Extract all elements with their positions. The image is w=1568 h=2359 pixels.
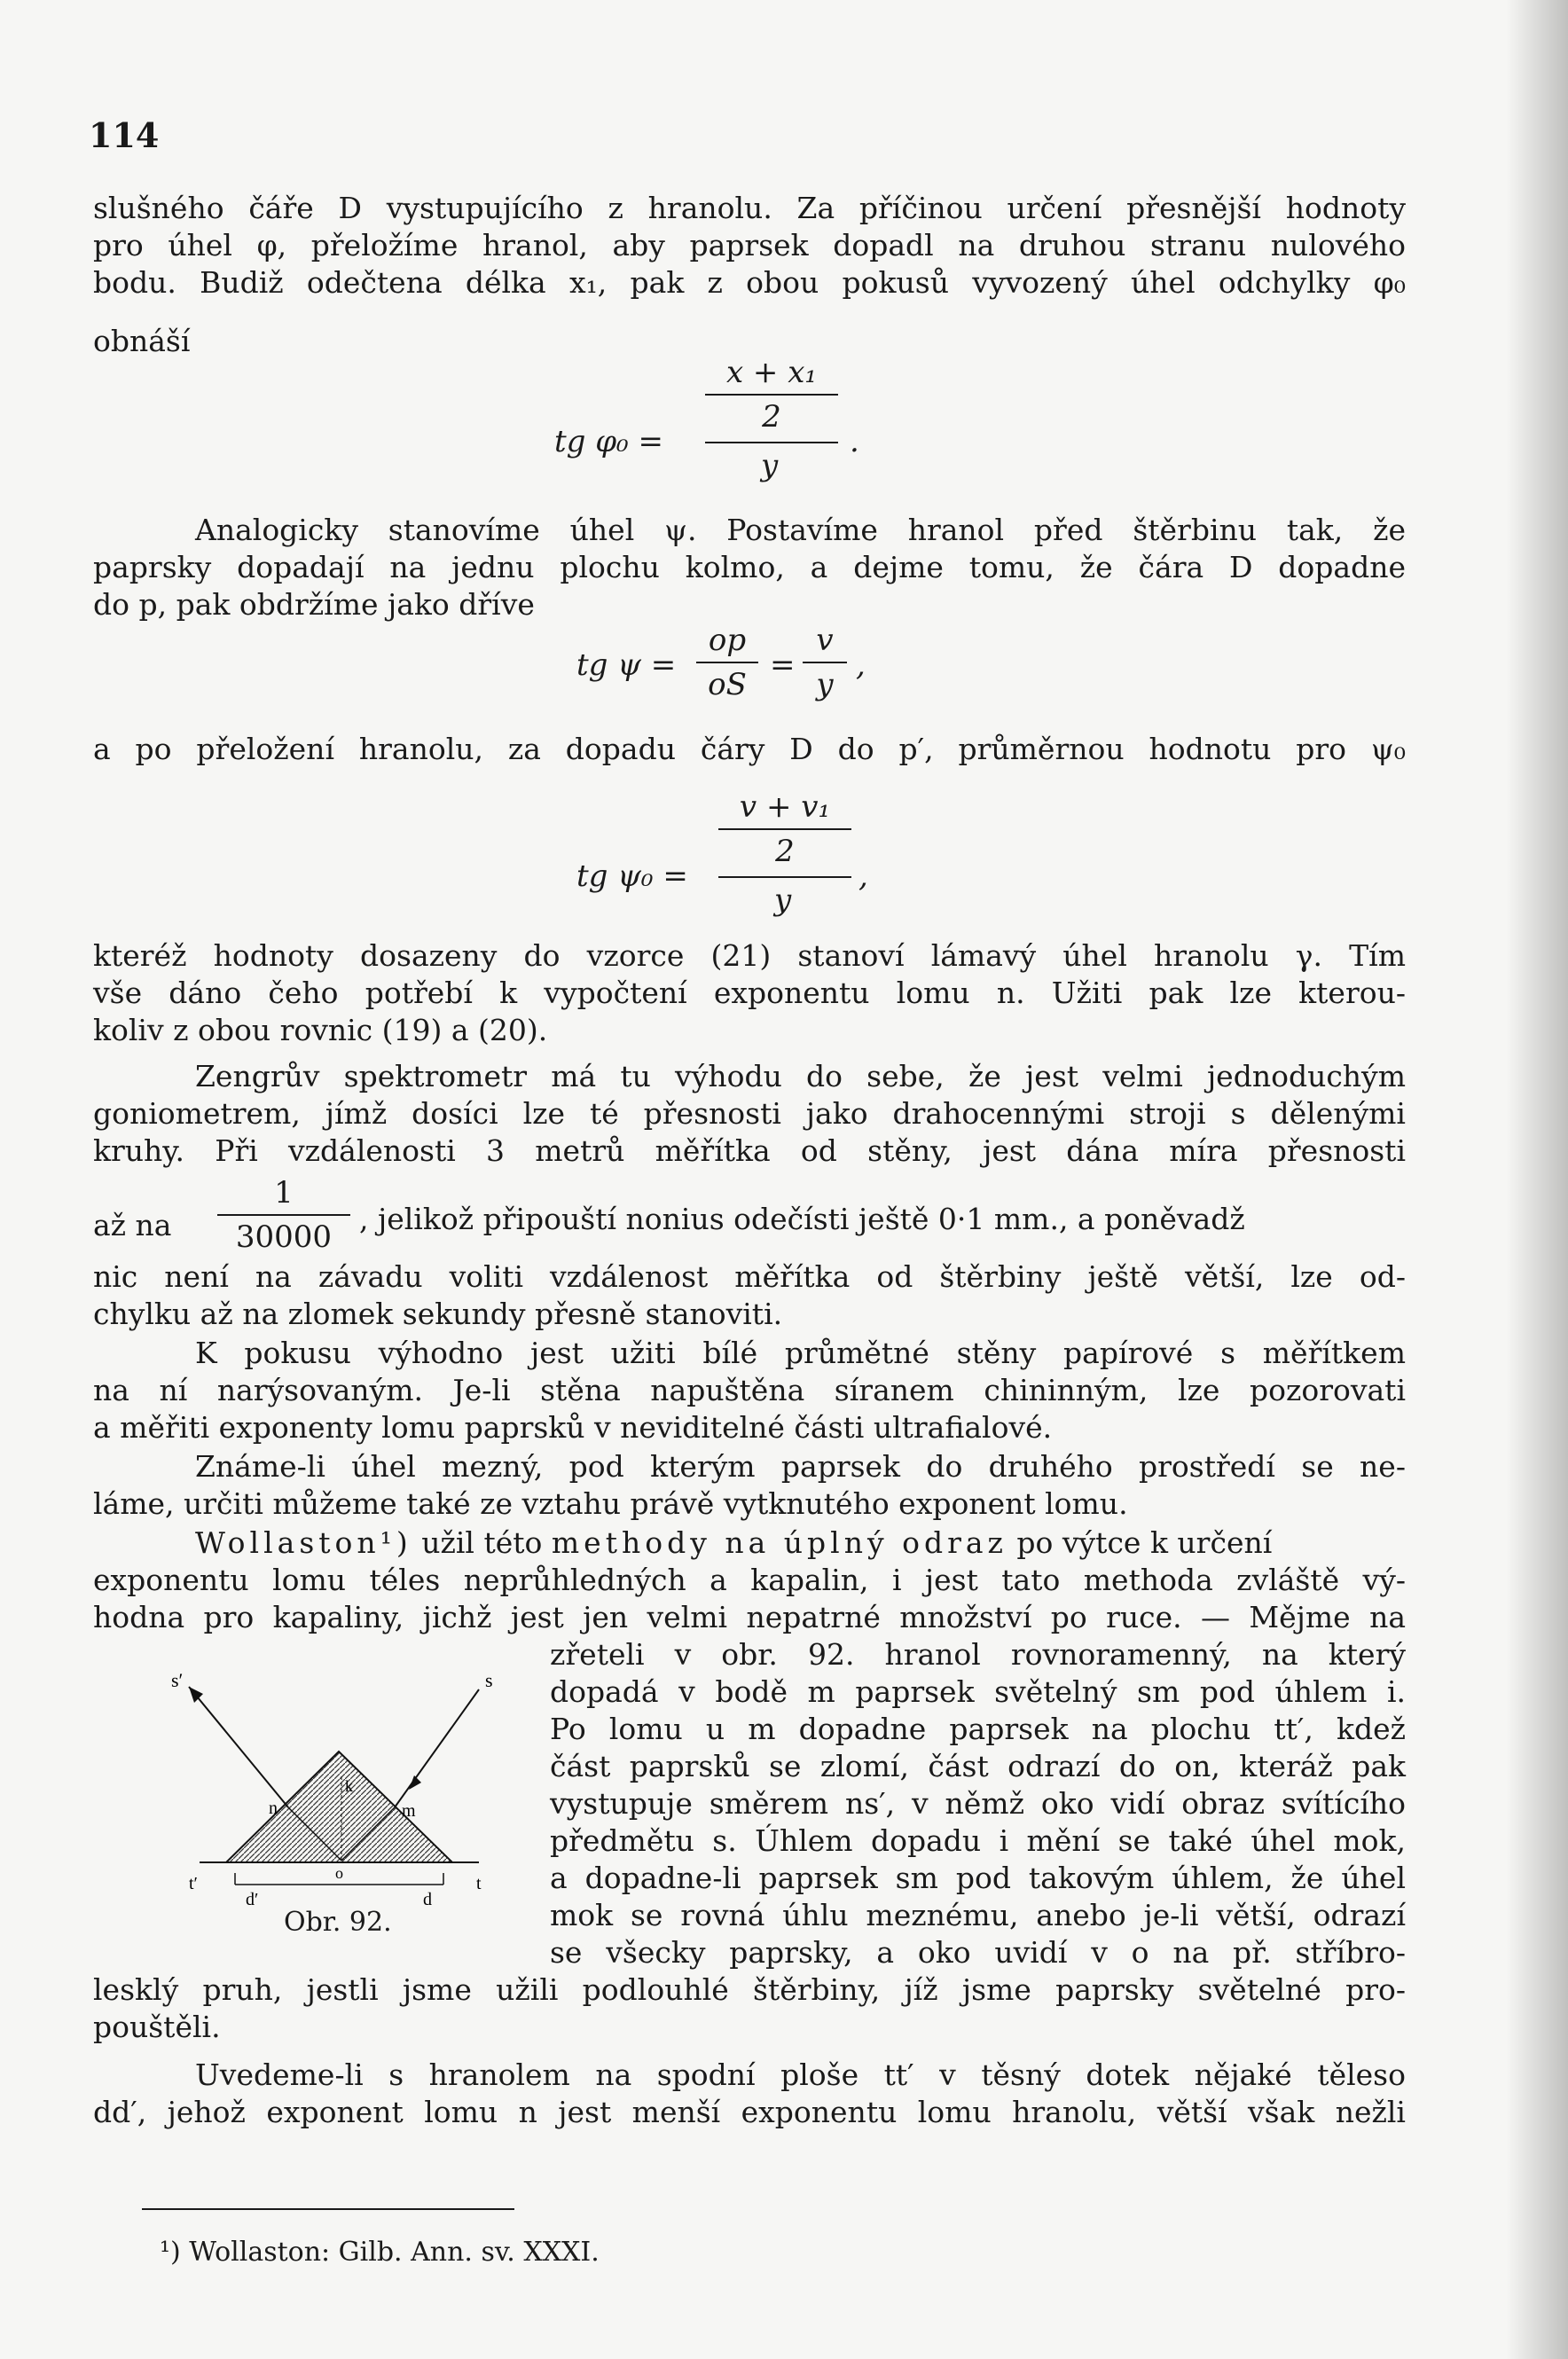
text-line: obnáší	[93, 324, 191, 358]
prism-shape	[226, 1752, 452, 1862]
text-line: předmětu s. Úhlem dopadu i mění se také úhel mok,	[550, 1823, 1406, 1858]
text-line: vystupuje směrem ns′, v němž oko vidí obraz svítícího	[550, 1786, 1406, 1821]
equation-2-bar-1	[696, 662, 758, 663]
text-line: pouštěli.	[93, 2010, 221, 2044]
equation-3-fraction	[718, 789, 851, 869]
equation-3-end: ,	[858, 858, 868, 894]
equation-2-den-2: y	[816, 667, 834, 702]
text-line: dopadá v bodě m paprsek světelný sm pod úhlem i.	[550, 1674, 1406, 1709]
author-name: Wollaston¹)	[195, 1525, 412, 1560]
accuracy-numerator: 1	[274, 1175, 294, 1211]
equation-1-denominator: y	[761, 448, 779, 483]
text-line: Uvedeme-li s hranolem na spodní ploše tt′ v těsný dotek nějaké těleso	[195, 2057, 1406, 2092]
accuracy-bar	[217, 1214, 350, 1216]
equation-1-inner-bar	[705, 394, 838, 396]
label-o: o	[335, 1864, 343, 1882]
text-line: hodna pro kapaliny, jichž jest jen velmi nepatrné množství po ruce. — Mějme na	[93, 1600, 1406, 1634]
equation-2-fraction-1	[696, 623, 758, 702]
equation-1-end: .	[850, 424, 859, 459]
text-line: Zengrův spektrometr má tu výhodu do sebe, že jest velmi jednoduchým	[195, 1059, 1406, 1093]
text-fragment: po výtce k určení	[1007, 1525, 1273, 1560]
equation-3-main-bar	[718, 876, 851, 878]
text-line: vše dáno čeho potřebí k vypočtení exponentu lomu n. Užiti pak lze kterou-	[93, 976, 1406, 1010]
figure-caption: Obr. 92.	[284, 1907, 392, 1938]
text-line	[195, 1525, 1406, 1561]
equation-1-fraction	[705, 355, 838, 435]
equation-2-num-1: op	[708, 623, 747, 658]
text-line: lesklý pruh, jestli jsme užili podlouhlé štěrbiny, jíž jsme paprsky světelné pro-	[93, 1972, 1406, 2007]
text-line: Známe-li úhel mezný, pod kterým paprsek do druhého prostředí se ne-	[195, 1449, 1406, 1484]
label-k: k	[345, 1777, 353, 1795]
text-line: do p, pak obdržíme jako dříve	[93, 587, 535, 622]
text-line: a měřiti exponenty lomu paprsků v neviditelné části ultrafialové.	[93, 1410, 1053, 1445]
equation-2-bar-2	[803, 662, 847, 663]
accuracy-suffix: , jelikož připouští nonius odečísti ještě 0·1 mm., a poněvadž	[359, 1202, 1245, 1236]
label-n: n	[269, 1799, 278, 1818]
label-m: m	[402, 1801, 416, 1821]
text-line: zřeteli v obr. 92. hranol rovnoramenný, na který	[550, 1637, 1406, 1672]
accuracy-prefix: až na	[93, 1208, 172, 1242]
text-line: kteréž hodnoty dosazeny do vzorce (21) stanoví lámavý úhel hranolu γ. Tím	[93, 938, 1406, 973]
text-line: a dopadne-li paprsek sm pod takovým úhlem, že úhel	[550, 1861, 1406, 1895]
equation-1-numerator: x + x₁	[725, 355, 818, 390]
text-line: paprsky dopadají na jednu plochu kolmo, a dejme tomu, že čára D dopadne	[93, 550, 1406, 584]
text-line: se všecky paprsky, a oko uvidí v o na př. stříbro-	[550, 1935, 1406, 1970]
text-line: koliv z obou rovnic (19) a (20).	[93, 1013, 548, 1047]
text-fragment: užil této	[412, 1525, 552, 1560]
text-line: slušného čáře D vystupujícího z hranolu. Za příčinou určení přesnější hodnoty	[93, 191, 1406, 225]
equation-3-inner-bar	[718, 828, 851, 830]
text-line: nic není na závadu voliti vzdálenost měřítka od štěrbiny ještě větší, lze od-	[93, 1259, 1406, 1294]
text-line: chylku až na zlomek sekundy přesně stanoviti.	[93, 1297, 783, 1331]
equation-3-denominator: y	[774, 882, 792, 918]
footnote-rule	[142, 2208, 514, 2210]
text-line: Po lomu u m dopadne paprsek na plochu tt′, kdež	[550, 1712, 1406, 1746]
text-line: na ní narýsovaným. Je-li stěna napuštěna síranem chininným, lze pozorovati	[93, 1373, 1406, 1407]
equation-1-main-bar	[705, 442, 838, 443]
emergent-ray	[189, 1687, 288, 1807]
text-line: kruhy. Při vzdálenosti 3 metrů měřítka od stěny, jest dána míra přesnosti	[93, 1133, 1406, 1168]
page-number: 114	[89, 115, 160, 155]
equation-2-lhs: tg ψ =	[576, 647, 677, 683]
text-line: exponentu lomu téles neprůhledných a kapalin, i jest tato methoda zvláště vý-	[93, 1563, 1406, 1597]
equation-1-lhs: tg φ₀ =	[554, 424, 663, 459]
label-d-prime: d′	[246, 1890, 259, 1909]
equation-2-num-2: v	[816, 623, 834, 658]
equation-2-den-1: oS	[708, 667, 747, 702]
label-d: d	[423, 1890, 432, 1909]
label-t-prime: t′	[189, 1874, 198, 1893]
incident-ray	[395, 1689, 479, 1807]
text-line: a po přeložení hranolu, za dopadu čáry D do p′, průměrnou hodnotu pro ψ₀	[93, 732, 1406, 766]
accuracy-denominator: 30000	[235, 1219, 333, 1255]
text-line: goniometrem, jímž dosíci lze té přesnosti jako drahocennými stroji s dělenými	[93, 1096, 1406, 1131]
footnote: ¹) Wollaston: Gilb. Ann. sv. XXXI.	[160, 2237, 600, 2268]
equation-2-end: ,	[856, 647, 866, 683]
text-line: K pokusu výhodno jest užiti bílé průmětné stěny papírové s měřítkem	[195, 1336, 1406, 1370]
ray-arrow	[409, 1775, 421, 1790]
equation-3-inner-den: 2	[775, 834, 795, 869]
text-line: část paprsků se zlomí, část odrazí do on, kteráž pak	[550, 1749, 1406, 1783]
text-line: dd′, jehož exponent lomu n jest menší exponentu lomu hranolu, větší však nežli	[93, 2095, 1406, 2129]
accuracy-fraction	[217, 1175, 350, 1255]
label-t: t	[476, 1874, 482, 1893]
text-line: mok se rovná úhlu meznému, anebo je-li větší, odrazí	[550, 1898, 1406, 1932]
equation-2-fraction-2	[803, 623, 847, 702]
label-s: s	[485, 1669, 493, 1691]
equation-3-lhs: tg ψ₀ =	[576, 858, 688, 894]
label-s-prime: s′	[171, 1669, 184, 1691]
method-name: methody na úplný odraz	[551, 1525, 1007, 1560]
text-line: bodu. Budiž odečtena délka x₁, pak z obou pokusů vyvozený úhel odchylky φ₀	[93, 265, 1406, 300]
text-line: láme, určiti můžeme také ze vztahu právě vytknutého exponent lomu.	[93, 1486, 1128, 1521]
equation-2-equals: =	[770, 647, 796, 683]
equation-1-inner-den: 2	[762, 399, 781, 435]
equation-3-numerator: v + v₁	[739, 789, 831, 825]
text-line: Analogicky stanovíme úhel ψ. Postavíme hranol před štěrbinu tak, že	[195, 513, 1406, 547]
text-line: pro úhel φ, přeložíme hranol, aby paprsek dopadl na druhou stranu nulového	[93, 228, 1406, 263]
